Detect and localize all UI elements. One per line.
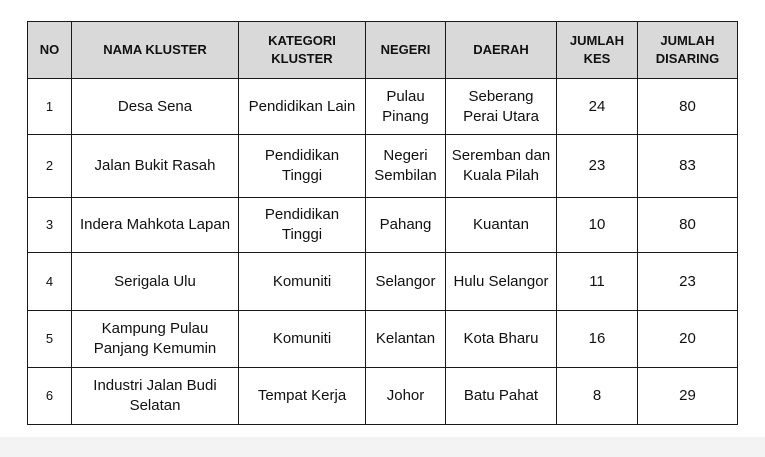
cell-kategori-kluster: Pendidikan Lain bbox=[239, 79, 366, 135]
cell-nama-kluster: Desa Sena bbox=[72, 79, 239, 135]
page-bottom-strip bbox=[0, 437, 765, 457]
cell-nama-kluster: Jalan Bukit Rasah bbox=[72, 135, 239, 198]
table-header-row bbox=[28, 22, 738, 79]
table-row bbox=[28, 198, 738, 253]
cell-nama-kluster: Serigala Ulu bbox=[72, 253, 239, 311]
cell-daerah: Kota Bharu bbox=[446, 311, 557, 368]
table-row bbox=[28, 79, 738, 135]
cell-negeri: Pulau Pinang bbox=[366, 79, 446, 135]
cell-jumlah-kes: 10 bbox=[557, 198, 638, 253]
table-row bbox=[28, 368, 738, 425]
cell-no: 4 bbox=[28, 253, 72, 311]
header-no: NO bbox=[28, 22, 72, 79]
cell-kategori-kluster: Pendidikan Tinggi bbox=[239, 135, 366, 198]
cell-nama-kluster: Kampung Pulau Panjang Kemumin bbox=[72, 311, 239, 368]
header-jumlah-disaring: JUMLAH DISARING bbox=[638, 22, 738, 79]
cell-jumlah-kes: 8 bbox=[557, 368, 638, 425]
cell-nama-kluster: Industri Jalan Budi Selatan bbox=[72, 368, 239, 425]
cell-kategori-kluster: Pendidikan Tinggi bbox=[239, 198, 366, 253]
cluster-table bbox=[27, 21, 738, 425]
cell-jumlah-kes: 24 bbox=[557, 79, 638, 135]
cell-daerah: Seremban dan Kuala Pilah bbox=[446, 135, 557, 198]
cell-jumlah-disaring: 20 bbox=[638, 311, 738, 368]
header-daerah: DAERAH bbox=[446, 22, 557, 79]
cell-jumlah-kes: 16 bbox=[557, 311, 638, 368]
cell-jumlah-kes: 11 bbox=[557, 253, 638, 311]
cell-no: 6 bbox=[28, 368, 72, 425]
cell-jumlah-kes: 23 bbox=[557, 135, 638, 198]
cell-negeri: Pahang bbox=[366, 198, 446, 253]
cell-kategori-kluster: Komuniti bbox=[239, 253, 366, 311]
cell-jumlah-disaring: 83 bbox=[638, 135, 738, 198]
table-row bbox=[28, 311, 738, 368]
cell-kategori-kluster: Komuniti bbox=[239, 311, 366, 368]
cell-negeri: Johor bbox=[366, 368, 446, 425]
cell-no: 3 bbox=[28, 198, 72, 253]
cell-kategori-kluster: Tempat Kerja bbox=[239, 368, 366, 425]
cell-daerah: Batu Pahat bbox=[446, 368, 557, 425]
cell-jumlah-disaring: 80 bbox=[638, 198, 738, 253]
cell-negeri: Kelantan bbox=[366, 311, 446, 368]
header-jumlah-kes: JUMLAH KES bbox=[557, 22, 638, 79]
table-row bbox=[28, 135, 738, 198]
cell-nama-kluster: Indera Mahkota Lapan bbox=[72, 198, 239, 253]
cell-jumlah-disaring: 29 bbox=[638, 368, 738, 425]
cell-negeri: Selangor bbox=[366, 253, 446, 311]
cell-daerah: Hulu Selangor bbox=[446, 253, 557, 311]
cell-jumlah-disaring: 23 bbox=[638, 253, 738, 311]
cell-daerah: Seberang Perai Utara bbox=[446, 79, 557, 135]
table-row bbox=[28, 253, 738, 311]
header-nama-kluster: NAMA KLUSTER bbox=[72, 22, 239, 79]
cell-no: 2 bbox=[28, 135, 72, 198]
cell-daerah: Kuantan bbox=[446, 198, 557, 253]
header-kategori-kluster: KATEGORI KLUSTER bbox=[239, 22, 366, 79]
header-negeri: NEGERI bbox=[366, 22, 446, 79]
cell-negeri: Negeri Sembilan bbox=[366, 135, 446, 198]
cell-jumlah-disaring: 80 bbox=[638, 79, 738, 135]
cell-no: 1 bbox=[28, 79, 72, 135]
cell-no: 5 bbox=[28, 311, 72, 368]
